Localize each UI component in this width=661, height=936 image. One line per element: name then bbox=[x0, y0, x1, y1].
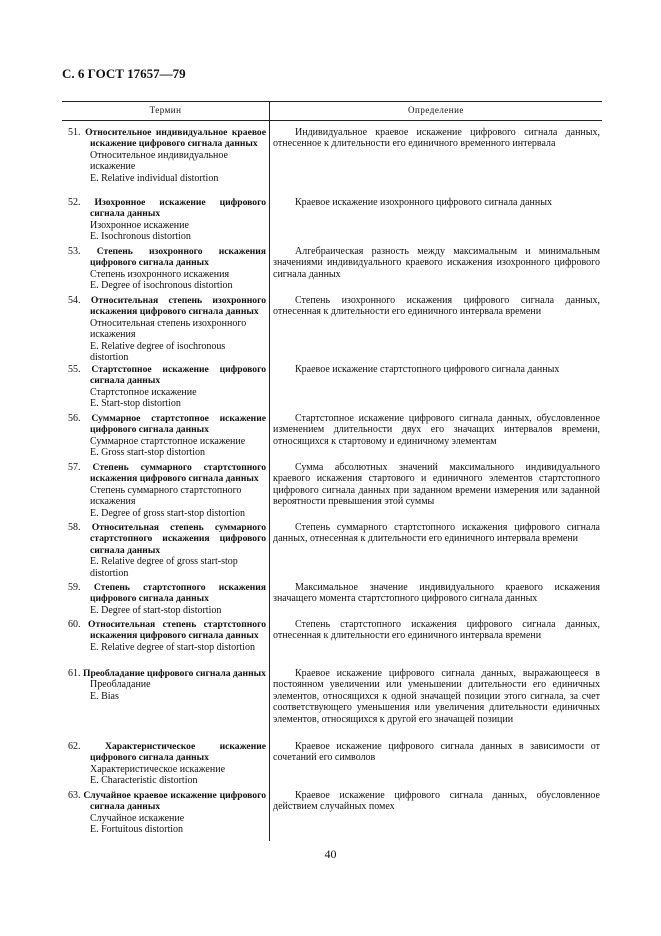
term-number: 56. bbox=[68, 413, 81, 424]
term-short-form: Относительная степень изохронного искажения bbox=[90, 317, 247, 341]
term-entry bbox=[62, 127, 266, 184]
term-english: E. Fortuitous distortion bbox=[90, 824, 184, 836]
term-definition: Сумма абсолютных значений максимального индивидуального краевого искажения стартового и единичного элементов стартстопного цифрового сигнала данных при заданном времени измерения или заданной вероятности превышения этой суммы bbox=[273, 462, 600, 508]
term-entry bbox=[62, 413, 266, 459]
page-number: 40 bbox=[324, 847, 337, 861]
table-header-rule bbox=[62, 120, 602, 121]
term-english: E. Degree of start-stop distortion bbox=[90, 604, 222, 616]
term-definition: Краевое искажение цифрового сигнала данных, обусловленное действием случайных помех bbox=[273, 790, 600, 813]
term-name: Суммарное стартстопное искажение цифрового сигнала данных bbox=[90, 413, 266, 436]
term-english: E. Bias bbox=[90, 690, 119, 702]
table-top-rule bbox=[62, 101, 602, 102]
term-heading bbox=[62, 582, 266, 605]
term-number: 54. bbox=[68, 295, 81, 306]
term-entry bbox=[62, 522, 266, 579]
term-english: E. Relative degree of isochronous distortion bbox=[90, 340, 226, 364]
term-name: Изохронное искажение цифрового сигнала данных bbox=[90, 197, 267, 220]
term-definition: Краевое искажение цифрового сигнала данных, выражающееся в постоянном увеличении или уменьшении длительности его единичных элементов, относящихся к одной значащей позиции этого сигнала, за счет соответствующего уменьшения или увеличения длительности единичных элементов, относящихся к другой его значащей позиции bbox=[273, 668, 600, 725]
term-name: Стартстопное искажение цифрового сигнала данных bbox=[90, 364, 267, 387]
term-short-form: Преобладание bbox=[90, 679, 151, 691]
term-english: E. Characteristic distortion bbox=[90, 775, 198, 787]
term-entry bbox=[62, 668, 266, 702]
term-english: E. Degree of gross start-stop distortion bbox=[90, 507, 245, 519]
term-heading bbox=[62, 741, 266, 764]
term-entry bbox=[62, 582, 266, 616]
term-number: 62. bbox=[68, 741, 81, 752]
page-header: С. 6 ГОСТ 17657—79 bbox=[62, 66, 186, 81]
term-short-form: Случайное искажение bbox=[90, 812, 185, 824]
term-english: E. Degree of isochronous distortion bbox=[90, 280, 233, 292]
column-header-definition: Определение bbox=[408, 105, 464, 115]
term-name: Степень изохронного искажения цифрового сигнала данных bbox=[90, 246, 266, 269]
term-heading bbox=[62, 295, 266, 318]
term-entry bbox=[62, 462, 266, 519]
term-number: 58. bbox=[68, 522, 81, 533]
term-name: Степень стартстопного искажения цифрового сигнала данных bbox=[90, 582, 267, 605]
column-divider bbox=[269, 101, 270, 841]
term-name: Относительная степень стартстопного искажения цифрового сигнала данных bbox=[88, 619, 266, 642]
term-definition: Стартстопное искажение цифрового сигнала данных, обусловленное изменением длительности двух его значащих интервалов времени, относящихся к стартовому и единичному элементам bbox=[273, 413, 600, 447]
term-number: 53. bbox=[68, 246, 81, 257]
term-heading bbox=[62, 413, 266, 436]
term-entry bbox=[62, 619, 266, 653]
term-english: E. Relative individual distortion bbox=[90, 172, 219, 184]
term-heading bbox=[62, 619, 266, 642]
term-english: E. Isochronous distortion bbox=[90, 231, 191, 243]
term-short-form: Относительное индивидуальное искажение bbox=[90, 149, 228, 173]
term-definition: Степень изохронного искажения цифрового сигнала данных, отнесенная к длительности его единичного интервала времени bbox=[273, 295, 600, 318]
term-definition: Алгебраическая разность между максимальным и минимальным значениями индивидуального краевого искажения изохронного цифрового сигнала данных bbox=[273, 246, 600, 280]
terms-table bbox=[62, 101, 602, 841]
term-name: Степень суммарного стартстопного искажения цифрового сигнала данных bbox=[90, 462, 267, 485]
term-heading bbox=[62, 462, 266, 485]
term-short-form: Изохронное искажение bbox=[90, 219, 189, 231]
term-entry bbox=[62, 197, 266, 243]
term-definition: Краевое искажение изохронного цифрового сигнала данных bbox=[295, 197, 552, 208]
term-heading bbox=[62, 246, 266, 269]
term-number: 52. bbox=[68, 197, 81, 208]
term-number: 57. bbox=[68, 462, 81, 473]
term-heading bbox=[62, 522, 266, 556]
term-short-form: Степень суммарного стартстопного искажения bbox=[90, 484, 242, 508]
term-definition: Краевое искажение цифрового сигнала данных в зависимости от сочетаний его символов bbox=[273, 741, 600, 764]
term-heading bbox=[62, 790, 266, 813]
term-english: E. Gross start-stop distortion bbox=[90, 447, 205, 459]
term-short-form: Суммарное стартстопное искажение bbox=[90, 435, 246, 447]
term-heading bbox=[62, 668, 266, 679]
term-definition: Максимальное значение индивидуального краевого искажения значащего момента стартстопного цифрового сигнала данных bbox=[273, 582, 600, 605]
term-definition: Индивидуальное краевое искажение цифрового сигнала данных, отнесенное к длительности его единичного временного интервала bbox=[273, 127, 600, 150]
term-entry bbox=[62, 364, 266, 410]
term-entry bbox=[62, 295, 266, 363]
term-number: 60. bbox=[68, 619, 81, 630]
term-name: Преобладание цифрового сигнала данных bbox=[83, 668, 266, 679]
term-number: 61. bbox=[68, 668, 81, 679]
term-short-form: Стартстопное искажение bbox=[90, 386, 197, 398]
term-heading bbox=[62, 364, 266, 387]
term-number: 59. bbox=[68, 582, 81, 593]
term-short-form: Степень изохронного искажения bbox=[90, 268, 230, 280]
term-name: Случайное краевое искажение цифрового сигнала данных bbox=[83, 790, 266, 813]
term-name: Относительное индивидуальное краевое искажение цифрового сигнала данных bbox=[85, 127, 266, 150]
term-heading bbox=[62, 127, 266, 150]
term-entry bbox=[62, 741, 266, 787]
term-number: 55. bbox=[68, 364, 81, 375]
term-entry bbox=[62, 246, 266, 292]
term-name: Характеристическое искажение цифрового сигнала данных bbox=[90, 741, 267, 764]
term-english: E. Relative degree of start-stop distortion bbox=[90, 641, 255, 653]
term-definition: Степень стартстопного искажения цифрового сигнала данных, отнесенная к длительности его единичного интервала времени bbox=[273, 619, 600, 642]
term-definition: Краевое искажение стартстопного цифрового сигнала данных bbox=[295, 364, 560, 375]
term-number: 51. bbox=[68, 127, 81, 138]
term-name: Относительная степень суммарного стартстопного искажения цифрового сигнала данных bbox=[90, 522, 266, 556]
column-header-term: Термин bbox=[149, 105, 182, 115]
term-short-form: Характеристическое искажение bbox=[90, 763, 226, 775]
term-heading bbox=[62, 197, 266, 220]
term-number: 63. bbox=[68, 790, 81, 801]
term-english: E. Start-stop distortion bbox=[90, 398, 181, 410]
term-name: Относительная степень изохронного искажения цифрового сигнала данных bbox=[90, 295, 266, 318]
term-english: E. Relative degree of gross start-stop distortion bbox=[90, 556, 238, 579]
term-entry bbox=[62, 790, 266, 836]
term-definition: Степень суммарного стартстопного искажения цифрового сигнала данных, отнесенная к длительности его единичного интервала времени bbox=[273, 522, 600, 545]
